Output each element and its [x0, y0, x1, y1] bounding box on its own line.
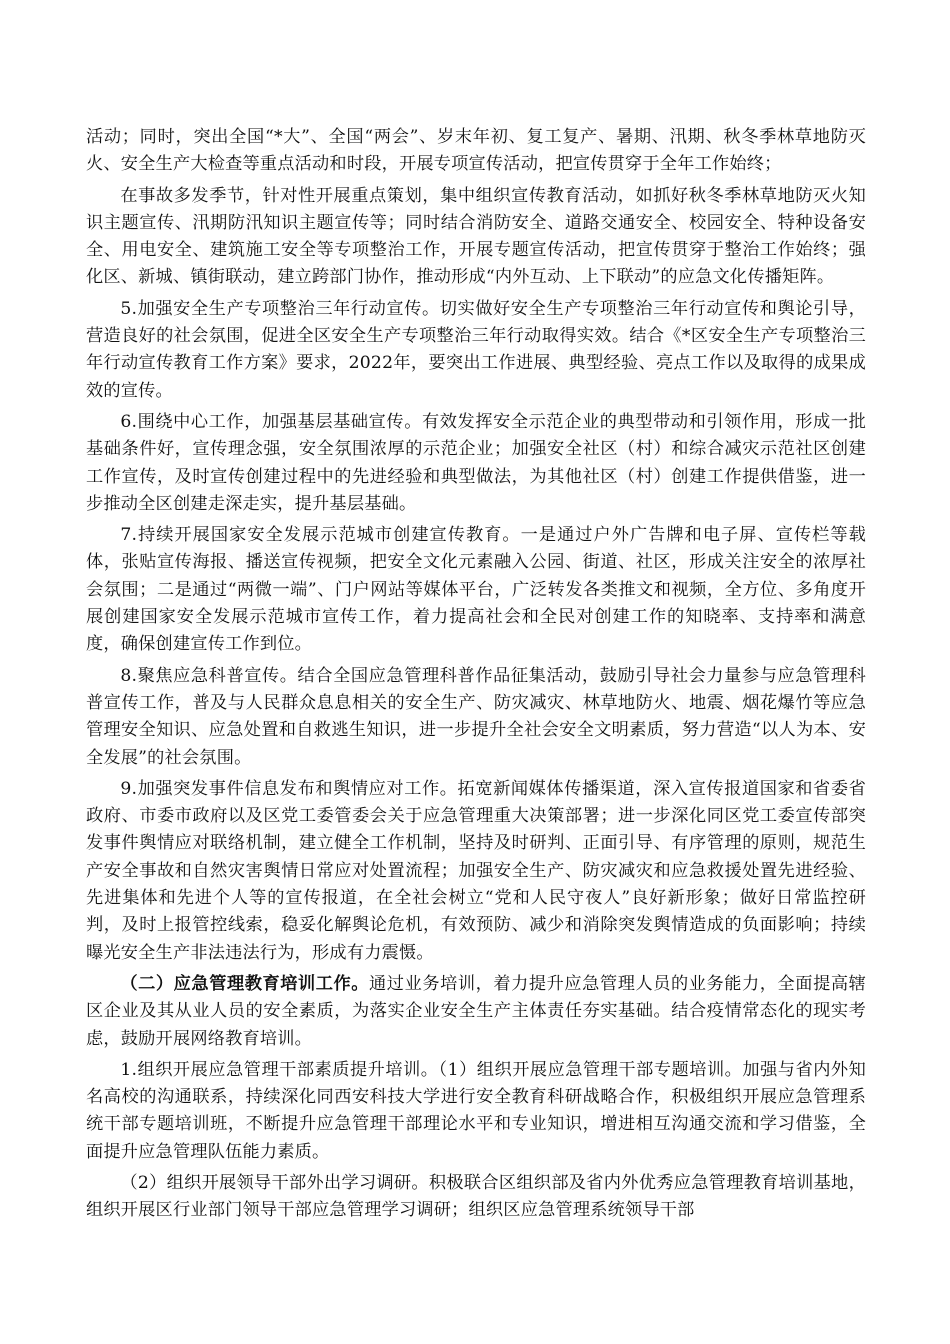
paragraph-item-6: 6.围绕中心工作，加强基层基础宣传。有效发挥安全示范企业的典型带动和引领作用，形成一批基础条件好，宣传理念强，安全氛围浓厚的示范企业；加强安全社区（村）和综合减灾示范社区创建工作宣传，及时宣传创建过程中的先进经验和典型做法，为其他社区（村）创建工作提供借鉴，进一步推动全区创建走深走实，提升基层基础。	[86, 411, 866, 514]
paragraph-section-2	[86, 971, 866, 1053]
paragraph-continuation: 活动；同时，突出全国“*大”、全国“两会”、岁末年初、复工复产、暑期、汛期、秋冬季林草地防灭火、安全生产大检查等重点活动和时段，开展专项宣传活动，把宣传贯穿于全年工作始终；	[86, 127, 866, 175]
paragraph-training-2: （2）组织开展领导干部外出学习调研。积极联合区组织部及省内外优秀应急管理教育培训基地，组织开展区行业部门领导干部应急管理学习调研；组织区应急管理系统领导干部	[86, 1172, 866, 1221]
section-body: 通过业务培训，着力提升应急管理人员的业务能力，全面提高辖区企业及其从业人员的安全素质，为落实企业安全生产主体责任夯实基础。结合疫情常态化的现实考虑，鼓励开展网络教育培训。	[86, 973, 866, 1049]
paragraph-item-9: 9.加强突发事件信息发布和舆情应对工作。拓宽新闻媒体传播渠道，深入宣传报道国家和省委省政府、市委市政府以及区党工委管委会关于应急管理重大决策部署；进一步深化同区党工委宣传部突发事件舆情应对联络机制，建立健全工作机制，坚持及时研判、正面引导、有序管理的原则，规范生产安全事故和自然灾害舆情日常应对处置流程；加强安全生产、防灾减灾和应急救援处置先进经验、先进集体和先进个人等的宣传报道，在全社会树立“党和人民守夜人”良好新形象；做好日常监控研判，及时上报管控线索，稳妥化解舆论危机，有效预防、减少和消除突发舆情造成的负面影响；持续曝光安全生产非法违法行为，形成有力震慑。	[86, 778, 866, 963]
section-heading: （二）应急管理教育培训工作。	[120, 973, 370, 994]
paragraph-training-1: 1.组织开展应急管理干部素质提升培训。（1）组织开展应急管理干部专题培训。加强与省内外知名高校的沟通联系，持续深化同西安科技大学进行安全教育科研战略合作，积极组织开展应急管理系统干部专题培训班，不断提升应急管理干部理论水平和专业知识，增进相互沟通交流和学习借鉴，全面提升应急管理队伍能力素质。	[86, 1059, 866, 1162]
paragraph-item-5: 5.加强安全生产专项整治三年行动宣传。切实做好安全生产专项整治三年行动宣传和舆论引导，营造良好的社会氛围，促进全区安全生产专项整治三年行动取得实效。结合《*区安全生产专项整治三年行动宣传教育工作方案》要求，2022年，要突出工作进展、典型经验、亮点工作以及取得的成果成效的宣传。	[86, 298, 866, 401]
paragraph-item-8: 8.聚焦应急科普宣传。结合全国应急管理科普作品征集活动，鼓励引导社会力量参与应急管理科普宣传工作，普及与人民群众息息相关的安全生产、防灾减灾、林草地防火、地震、烟花爆竹等应急管理安全知识、应急处置和自救逃生知识，进一步提升全社会安全文明素质，努力营造“以人为本、安全发展”的社会氛围。	[86, 665, 866, 768]
paragraph-item-7: 7.持续开展国家安全发展示范城市创建宣传教育。一是通过户外广告牌和电子屏、宣传栏等载体，张贴宣传海报、播送宣传视频，把安全文化元素融入公园、街道、社区，形成关注安全的浓厚社会氛围；二是通过“两微一端”、门户网站等媒体平台，广泛转发各类推文和视频，全方位、多角度开展创建国家安全发展示范城市宣传工作，着力提高社会和全民对创建工作的知晓率、支持率和满意度，确保创建宣传工作到位。	[86, 525, 866, 655]
document-page	[86, 124, 866, 1229]
paragraph-accident-season: 在事故多发季节，针对性开展重点策划，集中组织宣传教育活动，如抓好秋冬季林草地防灭火知识主题宣传、汛期防汛知识主题宣传等；同时结合消防安全、道路交通安全、校园安全、特种设备安全、用电安全、建筑施工安全等专项整治工作，开展专题宣传活动，把宣传贯穿于整治工作始终；强化区、新城、镇街联动，建立跨部门协作，推动形成“内外互动、上下联动”的应急文化传播矩阵。	[86, 185, 866, 288]
